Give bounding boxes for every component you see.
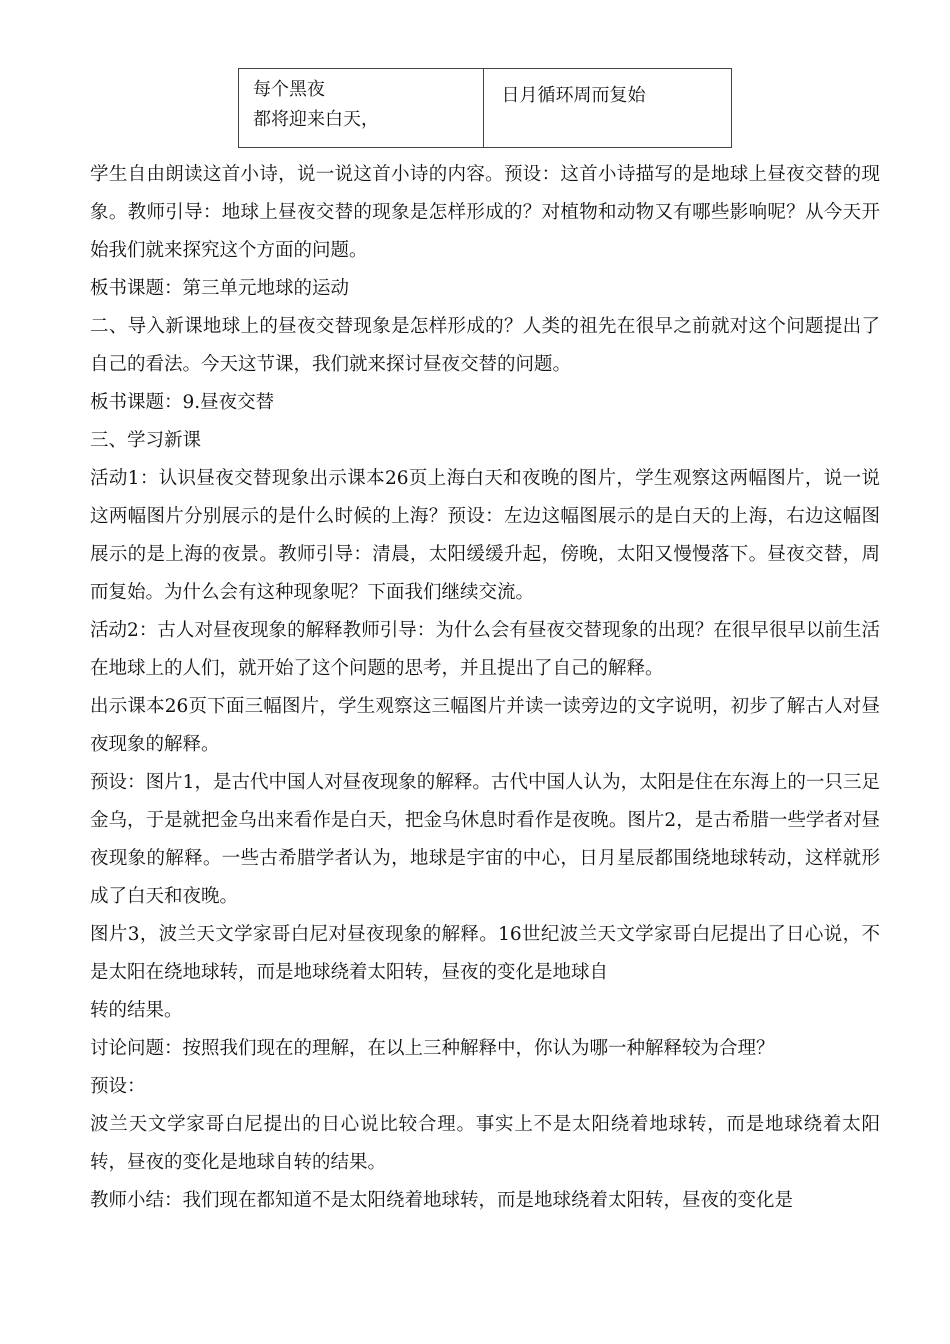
paragraph: 讨论问题：按照我们现在的理解，在以上三种解释中，你认为哪一种解释较为合理？	[90, 1038, 775, 1059]
paragraph: 教师小结：我们现在都知道不是太阳绕着地球转，而是地球绕着太阳转，昼夜的变化是	[90, 1190, 794, 1211]
poem-table-row	[239, 69, 732, 148]
poem-cell-left	[239, 69, 484, 148]
poem-table	[238, 68, 732, 148]
poem-line: 日月循环周而复始	[501, 85, 646, 106]
paragraph: 二、导入新课地球上的昼夜交替现象是怎样形成的？人类的祖先在很早之前就对这个问题提出了自己的看法。今天这节课，我们就来探讨昼夜交替的问题。	[90, 316, 880, 375]
paragraph: 出示课本26页下面三幅图片，学生观察这三幅图片并读一读旁边的文字说明，初步了解古人对昼夜现象的解释。	[90, 696, 880, 755]
paragraph: 预设：图片1，是古代中国人对昼夜现象的解释。古代中国人认为，太阳是住在东海上的一只三足金乌，于是就把金乌出来看作是白天，把金乌休息时看作是夜晚。图片2，是古希腊一些学者对昼夜现象的解释。一些古希腊学者认为，地球是宇宙的中心，日月星辰都围绕地球转动，这样就形成了白天和夜晚。	[90, 772, 880, 907]
paragraph: 活动1：认识昼夜交替现象出示课本26页上海白天和夜晚的图片，学生观察这两幅图片，说一说这两幅图片分别展示的是什么时候的上海？预设：左边这幅图展示的是白天的上海，右边这幅图展示的是上海的夜景。教师引导：清晨，太阳缓缓升起，傍晚，太阳又慢慢落下。昼夜交替，周而复始。为什么会有这种现象呢？下面我们继续交流。	[90, 468, 880, 603]
poem-cell-right	[483, 69, 731, 148]
paragraph: 学生自由朗读这首小诗，说一说这首小诗的内容。预设：这首小诗描写的是地球上昼夜交替的现象。教师引导：地球上昼夜交替的现象是怎样形成的？对植物和动物又有哪些影响呢？从今天开始我们就来探究这个方面的问题。	[90, 164, 880, 261]
paragraph: 板书课题：第三单元地球的运动	[90, 278, 350, 299]
poem-cell-left-content	[239, 69, 483, 135]
poem-cell-right-content	[484, 69, 731, 111]
poem-line: 每个黑夜	[253, 79, 325, 100]
paragraph: 转的结果。	[90, 1000, 183, 1021]
document-body	[90, 156, 880, 1220]
paragraph: 波兰天文学家哥白尼提出的日心说比较合理。事实上不是太阳绕着地球转，而是地球绕着太阳转，昼夜的变化是地球自转的结果。	[90, 1114, 880, 1173]
paragraph: 板书课题：9.昼夜交替	[90, 392, 275, 413]
section-heading: 三、学习新课	[90, 430, 202, 451]
poem-line: 都将迎来白天，	[253, 109, 379, 130]
paragraph: 图片3，波兰天文学家哥白尼对昼夜现象的解释。16世纪波兰天文学家哥白尼提出了日心说，不是太阳在绕地球转，而是地球绕着太阳转，昼夜的变化是地球自	[90, 924, 880, 983]
paragraph: 预设：	[90, 1076, 146, 1097]
paragraph: 活动2：古人对昼夜现象的解释教师引导：为什么会有昼夜交替现象的出现？在很早很早以前生活在地球上的人们，就开始了这个问题的思考，并且提出了自己的解释。	[90, 620, 880, 679]
